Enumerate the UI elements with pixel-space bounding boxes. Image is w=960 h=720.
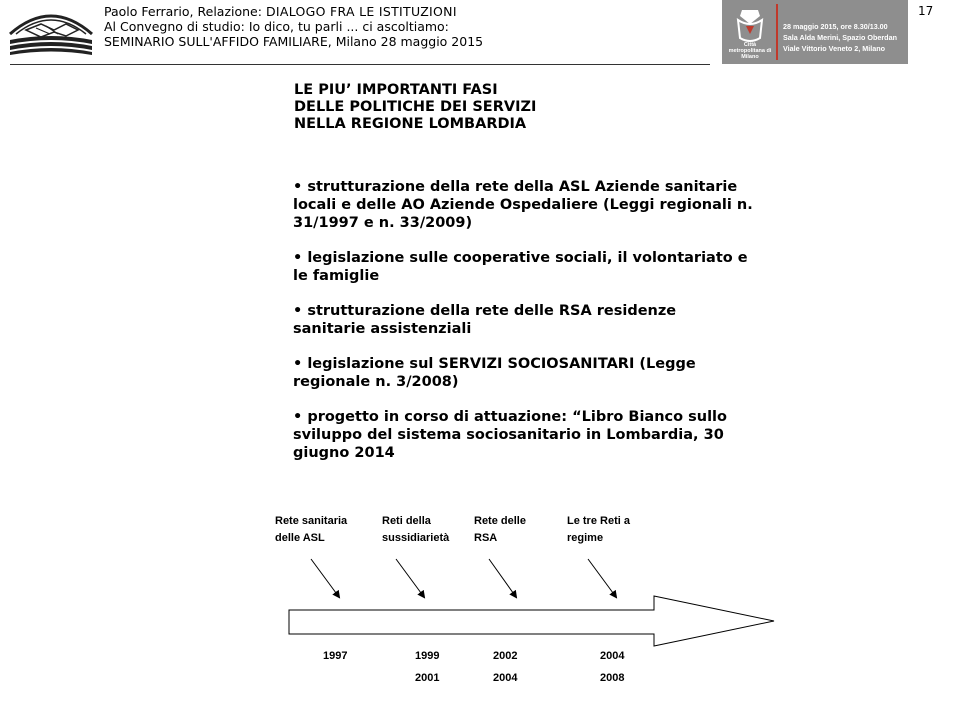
year-label: 2002 (493, 650, 518, 662)
year-label: 2001 (415, 672, 440, 684)
phase-label-line: sussidiarietà (382, 532, 450, 544)
pointer-arrow-icon (588, 559, 616, 597)
event-date: 28 maggio 2015, ore 8.30/13.00 (783, 22, 888, 31)
year-label: 2008 (600, 672, 625, 684)
slide-title-line: LE PIU’ IMPORTANTI FASI (294, 82, 498, 98)
bullet-item: • progetto in corso di attuazione: “Libro Bianco sullo sviluppo del sistema sociosanitario in Lombardia, 30 giugno 2014 (293, 409, 727, 461)
slide-title-line: DELLE POLITICHE DEI SERVIZI (294, 99, 537, 115)
header-line-3: SEMINARIO SULL'AFFIDO FAMILIARE, Milano 28 maggio 2015 (104, 34, 484, 49)
pointer-arrow-icon (311, 559, 339, 597)
phase-label-line: Rete delle (474, 515, 526, 527)
bullet-item: • strutturazione della rete delle RSA residenze sanitarie assistenziali (293, 303, 677, 337)
header-author: Paolo Ferrario, Relazione: (104, 4, 266, 19)
phase-label-line: Rete sanitaria (275, 515, 348, 527)
header-line-2: Al Convegno di studio: Io dico, tu parli ... ci ascoltiamo: (104, 19, 449, 34)
timeline-arrow-icon (289, 596, 774, 646)
header-report-title: DIALOGO FRA LE ISTITUZIONI (265, 4, 457, 19)
phase-label-line: Le tre Reti a (567, 515, 630, 527)
year-label: 1999 (415, 650, 440, 662)
phase-label-line: delle ASL (275, 532, 325, 544)
event-venue: Sala Alda Merini, Spazio Oberdan (783, 33, 897, 42)
city-name: Città metropolitana di Milano (728, 42, 772, 60)
pointer-arrow-icon (396, 559, 424, 597)
bullet-item: • strutturazione della rete della ASL Aziende sanitarie locali e delle AO Aziende Ospedaliere (Leggi regionali n. 31/1997 e n. 33/2009) (293, 179, 753, 231)
pointer-arrow-icon (489, 559, 516, 597)
phase-label-line: RSA (474, 532, 498, 544)
bullet-item: • legislazione sulle cooperative sociali, il volontariato e le famiglie (293, 250, 748, 284)
slide-title-line: NELLA REGIONE LOMBARDIA (294, 116, 527, 132)
year-label: 1997 (323, 650, 348, 662)
year-label: 2004 (493, 672, 518, 684)
page-number: 17 (918, 4, 934, 18)
phase-label-line: Reti della (382, 515, 431, 527)
year-label: 2004 (600, 650, 625, 662)
event-address: Viale Vittorio Veneto 2, Milano (783, 44, 885, 53)
phase-label-line: regime (567, 532, 604, 544)
bullet-item: • legislazione sul SERVIZI SOCIOSANITARI (Legge regionale n. 3/2008) (293, 356, 696, 390)
